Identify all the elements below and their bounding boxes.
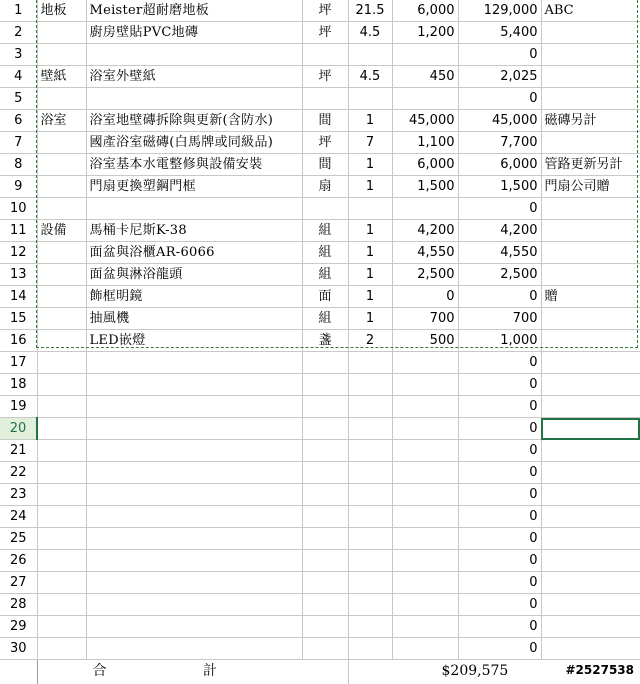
amount-cell[interactable]: 2,500	[458, 264, 541, 286]
item-cell[interactable]	[86, 440, 302, 462]
unit-price-cell[interactable]	[392, 484, 458, 506]
category-cell[interactable]: 地板	[37, 0, 86, 22]
amount-cell[interactable]: 45,000	[458, 110, 541, 132]
note-cell[interactable]	[541, 330, 640, 352]
item-cell[interactable]: 馬桶卡尼斯K-38	[86, 220, 302, 242]
unit-price-cell[interactable]	[392, 594, 458, 616]
amount-cell[interactable]: 0	[458, 418, 541, 440]
category-cell[interactable]	[37, 154, 86, 176]
table-row	[0, 594, 640, 616]
amount-cell[interactable]: 2,025	[458, 66, 541, 88]
table-row	[0, 220, 640, 242]
unit-price-cell[interactable]: 1,500	[392, 176, 458, 198]
note-cell[interactable]	[541, 638, 640, 660]
row-header[interactable]: 12	[0, 242, 37, 264]
category-cell[interactable]	[37, 330, 86, 352]
note-cell[interactable]	[541, 550, 640, 572]
unit-cell[interactable]: 坪	[302, 0, 348, 22]
category-cell[interactable]	[37, 308, 86, 330]
total-label-right: 計	[202, 663, 217, 680]
item-cell[interactable]: 浴室地壁磚拆除與更新(含防水)	[86, 110, 302, 132]
unit-cell[interactable]	[302, 528, 348, 550]
amount-cell[interactable]: 0	[458, 396, 541, 418]
quantity-cell[interactable]	[348, 440, 392, 462]
note-cell[interactable]	[541, 352, 640, 374]
table-row	[0, 330, 640, 352]
item-cell[interactable]: 國產浴室磁磚(白馬牌或同級品)	[86, 132, 302, 154]
row-header[interactable]: 18	[0, 374, 37, 396]
unit-cell[interactable]	[302, 550, 348, 572]
note-cell[interactable]	[541, 220, 640, 242]
quantity-cell[interactable]	[348, 616, 392, 638]
unit-price-cell[interactable]	[392, 616, 458, 638]
item-cell[interactable]	[86, 594, 302, 616]
amount-cell[interactable]: 0	[458, 352, 541, 374]
unit-price-cell[interactable]	[392, 198, 458, 220]
quantity-cell[interactable]	[348, 44, 392, 66]
table-row	[0, 22, 640, 44]
unit-cell[interactable]: 間	[302, 110, 348, 132]
table-row	[0, 440, 640, 462]
unit-price-cell[interactable]: 6,000	[392, 154, 458, 176]
unit-price-cell[interactable]	[392, 506, 458, 528]
unit-price-cell[interactable]	[392, 44, 458, 66]
note-cell[interactable]	[541, 198, 640, 220]
table-row	[0, 154, 640, 176]
quantity-cell[interactable]: 1	[348, 308, 392, 330]
grand-total-value: $209,575	[441, 663, 509, 680]
row-header[interactable]: 26	[0, 550, 37, 572]
row-header[interactable]: 29	[0, 616, 37, 638]
item-cell[interactable]: 面盆與浴櫃AR-6066	[86, 242, 302, 264]
item-cell[interactable]	[86, 484, 302, 506]
item-cell[interactable]: 門扇更換塑鋼門框	[86, 176, 302, 198]
quantity-cell[interactable]: 7	[348, 132, 392, 154]
unit-cell[interactable]: 間	[302, 154, 348, 176]
row-header[interactable]: 24	[0, 506, 37, 528]
table-row	[0, 0, 640, 22]
category-cell[interactable]	[37, 572, 86, 594]
quantity-cell[interactable]	[348, 418, 392, 440]
category-cell[interactable]	[37, 88, 86, 110]
unit-cell[interactable]	[302, 198, 348, 220]
unit-cell[interactable]	[302, 352, 348, 374]
table-row	[0, 528, 640, 550]
row-header[interactable]: 23	[0, 484, 37, 506]
table-row	[0, 242, 640, 264]
unit-cell[interactable]: 面	[302, 286, 348, 308]
item-cell[interactable]	[86, 352, 302, 374]
category-cell[interactable]	[37, 198, 86, 220]
unit-cell[interactable]	[302, 484, 348, 506]
table-row	[0, 396, 640, 418]
unit-price-cell[interactable]	[392, 572, 458, 594]
row-header[interactable]: 10	[0, 198, 37, 220]
unit-cell[interactable]	[302, 440, 348, 462]
amount-cell[interactable]: 0	[458, 462, 541, 484]
note-cell[interactable]	[541, 506, 640, 528]
amount-cell[interactable]: 0	[458, 594, 541, 616]
category-cell[interactable]	[37, 396, 86, 418]
unit-price-cell[interactable]	[392, 440, 458, 462]
quantity-cell[interactable]	[348, 550, 392, 572]
unit-cell[interactable]	[302, 572, 348, 594]
row-header[interactable]: 22	[0, 462, 37, 484]
item-cell[interactable]: Meister超耐磨地板	[86, 0, 302, 22]
category-cell[interactable]	[37, 132, 86, 154]
note-cell[interactable]	[541, 462, 640, 484]
table-row	[0, 264, 640, 286]
note-cell[interactable]	[541, 396, 640, 418]
item-cell[interactable]	[86, 88, 302, 110]
category-cell[interactable]	[37, 242, 86, 264]
unit-price-cell[interactable]: 0	[392, 286, 458, 308]
category-cell[interactable]	[37, 352, 86, 374]
item-cell[interactable]: 浴室基本水電整修與設備安裝	[86, 154, 302, 176]
note-cell[interactable]	[541, 66, 640, 88]
category-cell[interactable]	[37, 286, 86, 308]
unit-cell[interactable]	[302, 374, 348, 396]
note-cell[interactable]: 門扇公司贈	[541, 176, 640, 198]
note-cell[interactable]	[541, 484, 640, 506]
unit-price-cell[interactable]	[392, 88, 458, 110]
unit-cell[interactable]: 盞	[302, 330, 348, 352]
row-header[interactable]: 11	[0, 220, 37, 242]
unit-cell[interactable]: 組	[302, 308, 348, 330]
unit-cell[interactable]	[302, 396, 348, 418]
category-cell[interactable]	[37, 418, 86, 440]
item-cell[interactable]	[86, 506, 302, 528]
unit-price-cell[interactable]: 4,550	[392, 242, 458, 264]
note-cell[interactable]	[541, 242, 640, 264]
unit-price-cell[interactable]	[392, 550, 458, 572]
item-cell[interactable]	[86, 550, 302, 572]
quantity-cell[interactable]: 1	[348, 176, 392, 198]
unit-cell[interactable]: 扇	[302, 176, 348, 198]
quantity-cell[interactable]: 21.5	[348, 0, 392, 22]
item-cell[interactable]	[86, 418, 302, 440]
quantity-cell[interactable]: 1	[348, 110, 392, 132]
row-header[interactable]: 5	[0, 88, 37, 110]
amount-cell[interactable]: 0	[458, 550, 541, 572]
note-cell[interactable]	[541, 44, 640, 66]
category-cell[interactable]	[37, 638, 86, 660]
unit-price-cell[interactable]: 450	[392, 66, 458, 88]
unit-cell[interactable]: 坪	[302, 66, 348, 88]
amount-cell[interactable]: 0	[458, 374, 541, 396]
unit-cell[interactable]: 組	[302, 220, 348, 242]
amount-cell[interactable]: 0	[458, 484, 541, 506]
amount-cell[interactable]: 700	[458, 308, 541, 330]
item-cell[interactable]	[86, 572, 302, 594]
table-row	[0, 572, 640, 594]
category-cell[interactable]	[37, 528, 86, 550]
unit-price-cell[interactable]	[392, 528, 458, 550]
quantity-cell[interactable]	[348, 462, 392, 484]
table-row	[0, 66, 640, 88]
category-cell[interactable]	[37, 440, 86, 462]
amount-cell[interactable]: 0	[458, 638, 541, 660]
quantity-cell[interactable]: 1	[348, 286, 392, 308]
category-cell[interactable]	[37, 264, 86, 286]
category-cell[interactable]	[37, 506, 86, 528]
category-cell[interactable]	[37, 44, 86, 66]
quantity-cell[interactable]	[348, 374, 392, 396]
table-row	[0, 616, 640, 638]
note-cell[interactable]: ABC	[541, 0, 640, 22]
table-row	[0, 638, 640, 660]
unit-cell[interactable]	[302, 462, 348, 484]
category-cell[interactable]: 壁紙	[37, 66, 86, 88]
category-cell[interactable]	[37, 462, 86, 484]
amount-cell[interactable]: 7,700	[458, 132, 541, 154]
note-cell[interactable]	[541, 418, 640, 440]
unit-price-cell[interactable]	[392, 396, 458, 418]
category-cell[interactable]	[37, 616, 86, 638]
unit-price-cell[interactable]	[392, 638, 458, 660]
table-row	[0, 176, 640, 198]
amount-cell[interactable]: 129,000	[458, 0, 541, 22]
item-cell[interactable]: 飾框明鏡	[86, 286, 302, 308]
quantity-cell[interactable]	[348, 484, 392, 506]
amount-cell[interactable]: 0	[458, 44, 541, 66]
row-header[interactable]: 20	[0, 418, 37, 440]
category-cell[interactable]	[37, 176, 86, 198]
note-cell[interactable]: 管路更新另計	[541, 154, 640, 176]
item-cell[interactable]: 抽風機	[86, 308, 302, 330]
unit-price-cell[interactable]	[392, 462, 458, 484]
category-cell[interactable]: 浴室	[37, 110, 86, 132]
note-cell[interactable]	[541, 572, 640, 594]
quantity-cell[interactable]	[348, 198, 392, 220]
amount-cell[interactable]: 1,500	[458, 176, 541, 198]
unit-price-cell[interactable]: 6,000	[392, 0, 458, 22]
table-row	[0, 44, 640, 66]
table-row	[0, 308, 640, 330]
row-header[interactable]: 27	[0, 572, 37, 594]
note-cell[interactable]	[541, 22, 640, 44]
table-row	[0, 418, 640, 440]
unit-price-cell[interactable]	[392, 418, 458, 440]
row-header[interactable]: 7	[0, 132, 37, 154]
amount-cell[interactable]: 0	[458, 506, 541, 528]
table-row	[0, 110, 640, 132]
note-cell[interactable]	[541, 264, 640, 286]
table-row	[0, 352, 640, 374]
item-cell[interactable]: 廚房壁貼PVC地磚	[86, 22, 302, 44]
note-cell[interactable]	[541, 88, 640, 110]
unit-price-cell[interactable]	[392, 352, 458, 374]
table-row	[0, 484, 640, 506]
row-header[interactable]: 6	[0, 110, 37, 132]
unit-price-cell[interactable]: 1,100	[392, 132, 458, 154]
watermark-id: #2527538	[565, 663, 634, 677]
amount-cell[interactable]: 0	[458, 88, 541, 110]
note-cell[interactable]: 磁磚另計	[541, 110, 640, 132]
amount-cell[interactable]: 4,200	[458, 220, 541, 242]
category-cell[interactable]	[37, 22, 86, 44]
row-header[interactable]: 16	[0, 330, 37, 352]
unit-cell[interactable]: 坪	[302, 132, 348, 154]
quantity-cell[interactable]: 1	[348, 264, 392, 286]
note-cell[interactable]	[541, 616, 640, 638]
category-cell[interactable]: 設備	[37, 220, 86, 242]
quantity-cell[interactable]	[348, 88, 392, 110]
row-header[interactable]: 8	[0, 154, 37, 176]
row-header[interactable]: 21	[0, 440, 37, 462]
item-cell[interactable]: 浴室外壁紙	[86, 66, 302, 88]
unit-cell[interactable]: 坪	[302, 22, 348, 44]
row-header[interactable]: 3	[0, 44, 37, 66]
row-header[interactable]: 17	[0, 352, 37, 374]
item-cell[interactable]	[86, 198, 302, 220]
quantity-cell[interactable]	[348, 396, 392, 418]
unit-price-cell[interactable]: 700	[392, 308, 458, 330]
unit-cell[interactable]	[302, 616, 348, 638]
table-row	[0, 550, 640, 572]
note-cell[interactable]	[541, 594, 640, 616]
unit-price-cell[interactable]: 2,500	[392, 264, 458, 286]
unit-cell[interactable]	[302, 594, 348, 616]
item-cell[interactable]	[86, 528, 302, 550]
category-cell[interactable]	[37, 484, 86, 506]
row-header[interactable]: 28	[0, 594, 37, 616]
amount-cell[interactable]: 0	[458, 616, 541, 638]
note-cell[interactable]	[541, 132, 640, 154]
quantity-cell[interactable]	[348, 594, 392, 616]
row-header[interactable]: 2	[0, 22, 37, 44]
quantity-cell[interactable]	[348, 352, 392, 374]
note-cell[interactable]	[541, 528, 640, 550]
item-cell[interactable]	[86, 396, 302, 418]
amount-cell[interactable]: 4,550	[458, 242, 541, 264]
table-row	[0, 132, 640, 154]
table-row	[0, 462, 640, 484]
note-cell[interactable]	[541, 374, 640, 396]
quantity-cell[interactable]: 1	[348, 242, 392, 264]
quantity-cell[interactable]: 1	[348, 154, 392, 176]
unit-price-cell[interactable]: 4,200	[392, 220, 458, 242]
unit-cell[interactable]: 組	[302, 242, 348, 264]
quantity-cell[interactable]: 2	[348, 330, 392, 352]
amount-cell[interactable]: 0	[458, 286, 541, 308]
row-header[interactable]: 19	[0, 396, 37, 418]
unit-price-cell[interactable]	[392, 374, 458, 396]
row-header[interactable]: 30	[0, 638, 37, 660]
amount-cell[interactable]: 6,000	[458, 154, 541, 176]
unit-cell[interactable]	[302, 418, 348, 440]
note-cell[interactable]: 贈	[541, 286, 640, 308]
item-cell[interactable]: LED嵌燈	[86, 330, 302, 352]
unit-price-cell[interactable]: 500	[392, 330, 458, 352]
amount-cell[interactable]: 1,000	[458, 330, 541, 352]
row-header[interactable]: 14	[0, 286, 37, 308]
row-header[interactable]: 9	[0, 176, 37, 198]
amount-cell[interactable]: 0	[458, 572, 541, 594]
unit-price-cell[interactable]: 1,200	[392, 22, 458, 44]
row-header[interactable]: 25	[0, 528, 37, 550]
category-cell[interactable]	[37, 374, 86, 396]
unit-cell[interactable]	[302, 88, 348, 110]
item-cell[interactable]	[86, 374, 302, 396]
unit-cell[interactable]	[302, 506, 348, 528]
unit-cell[interactable]	[302, 44, 348, 66]
category-cell[interactable]	[37, 594, 86, 616]
note-cell[interactable]	[541, 308, 640, 330]
amount-cell[interactable]: 0	[458, 440, 541, 462]
note-cell[interactable]	[541, 440, 640, 462]
quantity-cell[interactable]	[348, 572, 392, 594]
category-cell[interactable]	[37, 550, 86, 572]
table-row	[0, 198, 640, 220]
total-label-left: 合	[92, 663, 107, 680]
table-row	[0, 506, 640, 528]
row-header[interactable]: 1	[0, 0, 37, 22]
amount-cell[interactable]: 0	[458, 528, 541, 550]
item-cell[interactable]	[86, 638, 302, 660]
quantity-cell[interactable]	[348, 638, 392, 660]
item-cell[interactable]: 面盆與淋浴龍頭	[86, 264, 302, 286]
item-cell[interactable]	[86, 44, 302, 66]
row-header[interactable]: 15	[0, 308, 37, 330]
item-cell[interactable]	[86, 462, 302, 484]
quantity-cell[interactable]: 4.5	[348, 66, 392, 88]
item-cell[interactable]	[86, 616, 302, 638]
table-row	[0, 286, 640, 308]
row-header[interactable]: 4	[0, 66, 37, 88]
table-row	[0, 374, 640, 396]
amount-cell[interactable]: 0	[458, 198, 541, 220]
unit-cell[interactable]	[302, 638, 348, 660]
quantity-cell[interactable]: 4.5	[348, 22, 392, 44]
table-row	[0, 88, 640, 110]
unit-cell[interactable]: 組	[302, 264, 348, 286]
unit-price-cell[interactable]: 45,000	[392, 110, 458, 132]
quantity-cell[interactable]: 1	[348, 220, 392, 242]
quantity-cell[interactable]	[348, 528, 392, 550]
quantity-cell[interactable]	[348, 506, 392, 528]
row-header[interactable]: 13	[0, 264, 37, 286]
amount-cell[interactable]: 5,400	[458, 22, 541, 44]
